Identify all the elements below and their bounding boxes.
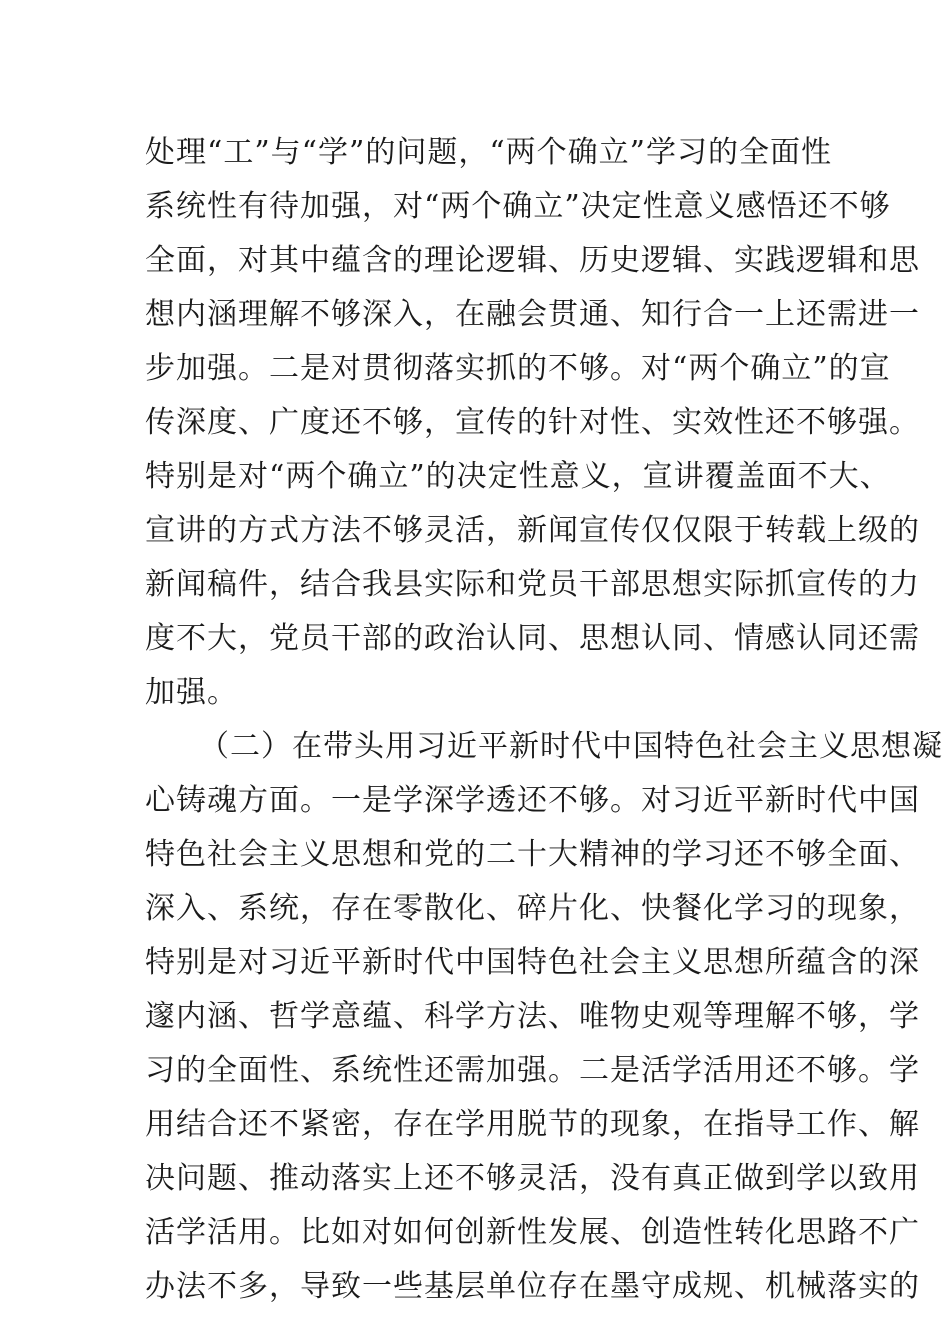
text-line: 步加强。二是对贯彻落实抓的不够。对“两个确立”的宣 <box>145 351 891 386</box>
document-body <box>145 126 943 1314</box>
text-line: 深入、系统，存在零散化、碎片化、快餐化学习的现象， <box>145 891 920 926</box>
text-line: 办法不多，导致一些基层单位存在墨守成规、机械落实的 <box>145 1269 920 1304</box>
text-line: 习的全面性、系统性还需加强。二是活学活用还不够。学 <box>145 1053 920 1088</box>
text-line: 处理“工”与“学”的问题，“两个确立”学习的全面性 <box>145 135 833 170</box>
text-line: （二）在带头用习近平新时代中国特色社会主义思想凝 <box>199 729 943 764</box>
text-line: 系统性有待加强，对“两个确立”决定性意义感悟还不够 <box>145 189 891 224</box>
text-line: 传深度、广度还不够，宣传的针对性、实效性还不够强。 <box>145 405 920 440</box>
text-line: 想内涵理解不够深入，在融会贯通、知行合一上还需进一 <box>145 297 920 332</box>
text-line: 宣讲的方式方法不够灵活，新闻宣传仅仅限于转载上级的 <box>145 513 920 548</box>
text-line: 邃内涵、哲学意蕴、科学方法、唯物史观等理解不够，学 <box>145 999 920 1034</box>
text-line: 度不大，党员干部的政治认同、思想认同、情感认同还需 <box>145 621 920 656</box>
text-line: 全面，对其中蕴含的理论逻辑、历史逻辑、实践逻辑和思 <box>145 243 920 278</box>
text-line: 特别是对习近平新时代中国特色社会主义思想所蕴含的深 <box>145 945 920 980</box>
text-line: 特色社会主义思想和党的二十大精神的学习还不够全面、 <box>145 837 920 872</box>
text-line: 用结合还不紧密，存在学用脱节的现象，在指导工作、解 <box>145 1107 920 1142</box>
text-line: 加强。 <box>145 675 238 710</box>
text-line: 特别是对“两个确立”的决定性意义，宣讲覆盖面不大、 <box>145 459 891 494</box>
text-line: 心铸魂方面。一是学深学透还不够。对习近平新时代中国 <box>145 783 920 818</box>
text-line: 新闻稿件，结合我县实际和党员干部思想实际抓宣传的力 <box>145 567 920 602</box>
text-line: 决问题、推动落实上还不够灵活，没有真正做到学以致用 <box>145 1161 920 1196</box>
paragraph-1 <box>145 126 920 720</box>
paragraph-2 <box>145 720 943 1314</box>
text-line: 活学活用。比如对如何创新性发展、创造性转化思路不广 <box>145 1215 920 1250</box>
